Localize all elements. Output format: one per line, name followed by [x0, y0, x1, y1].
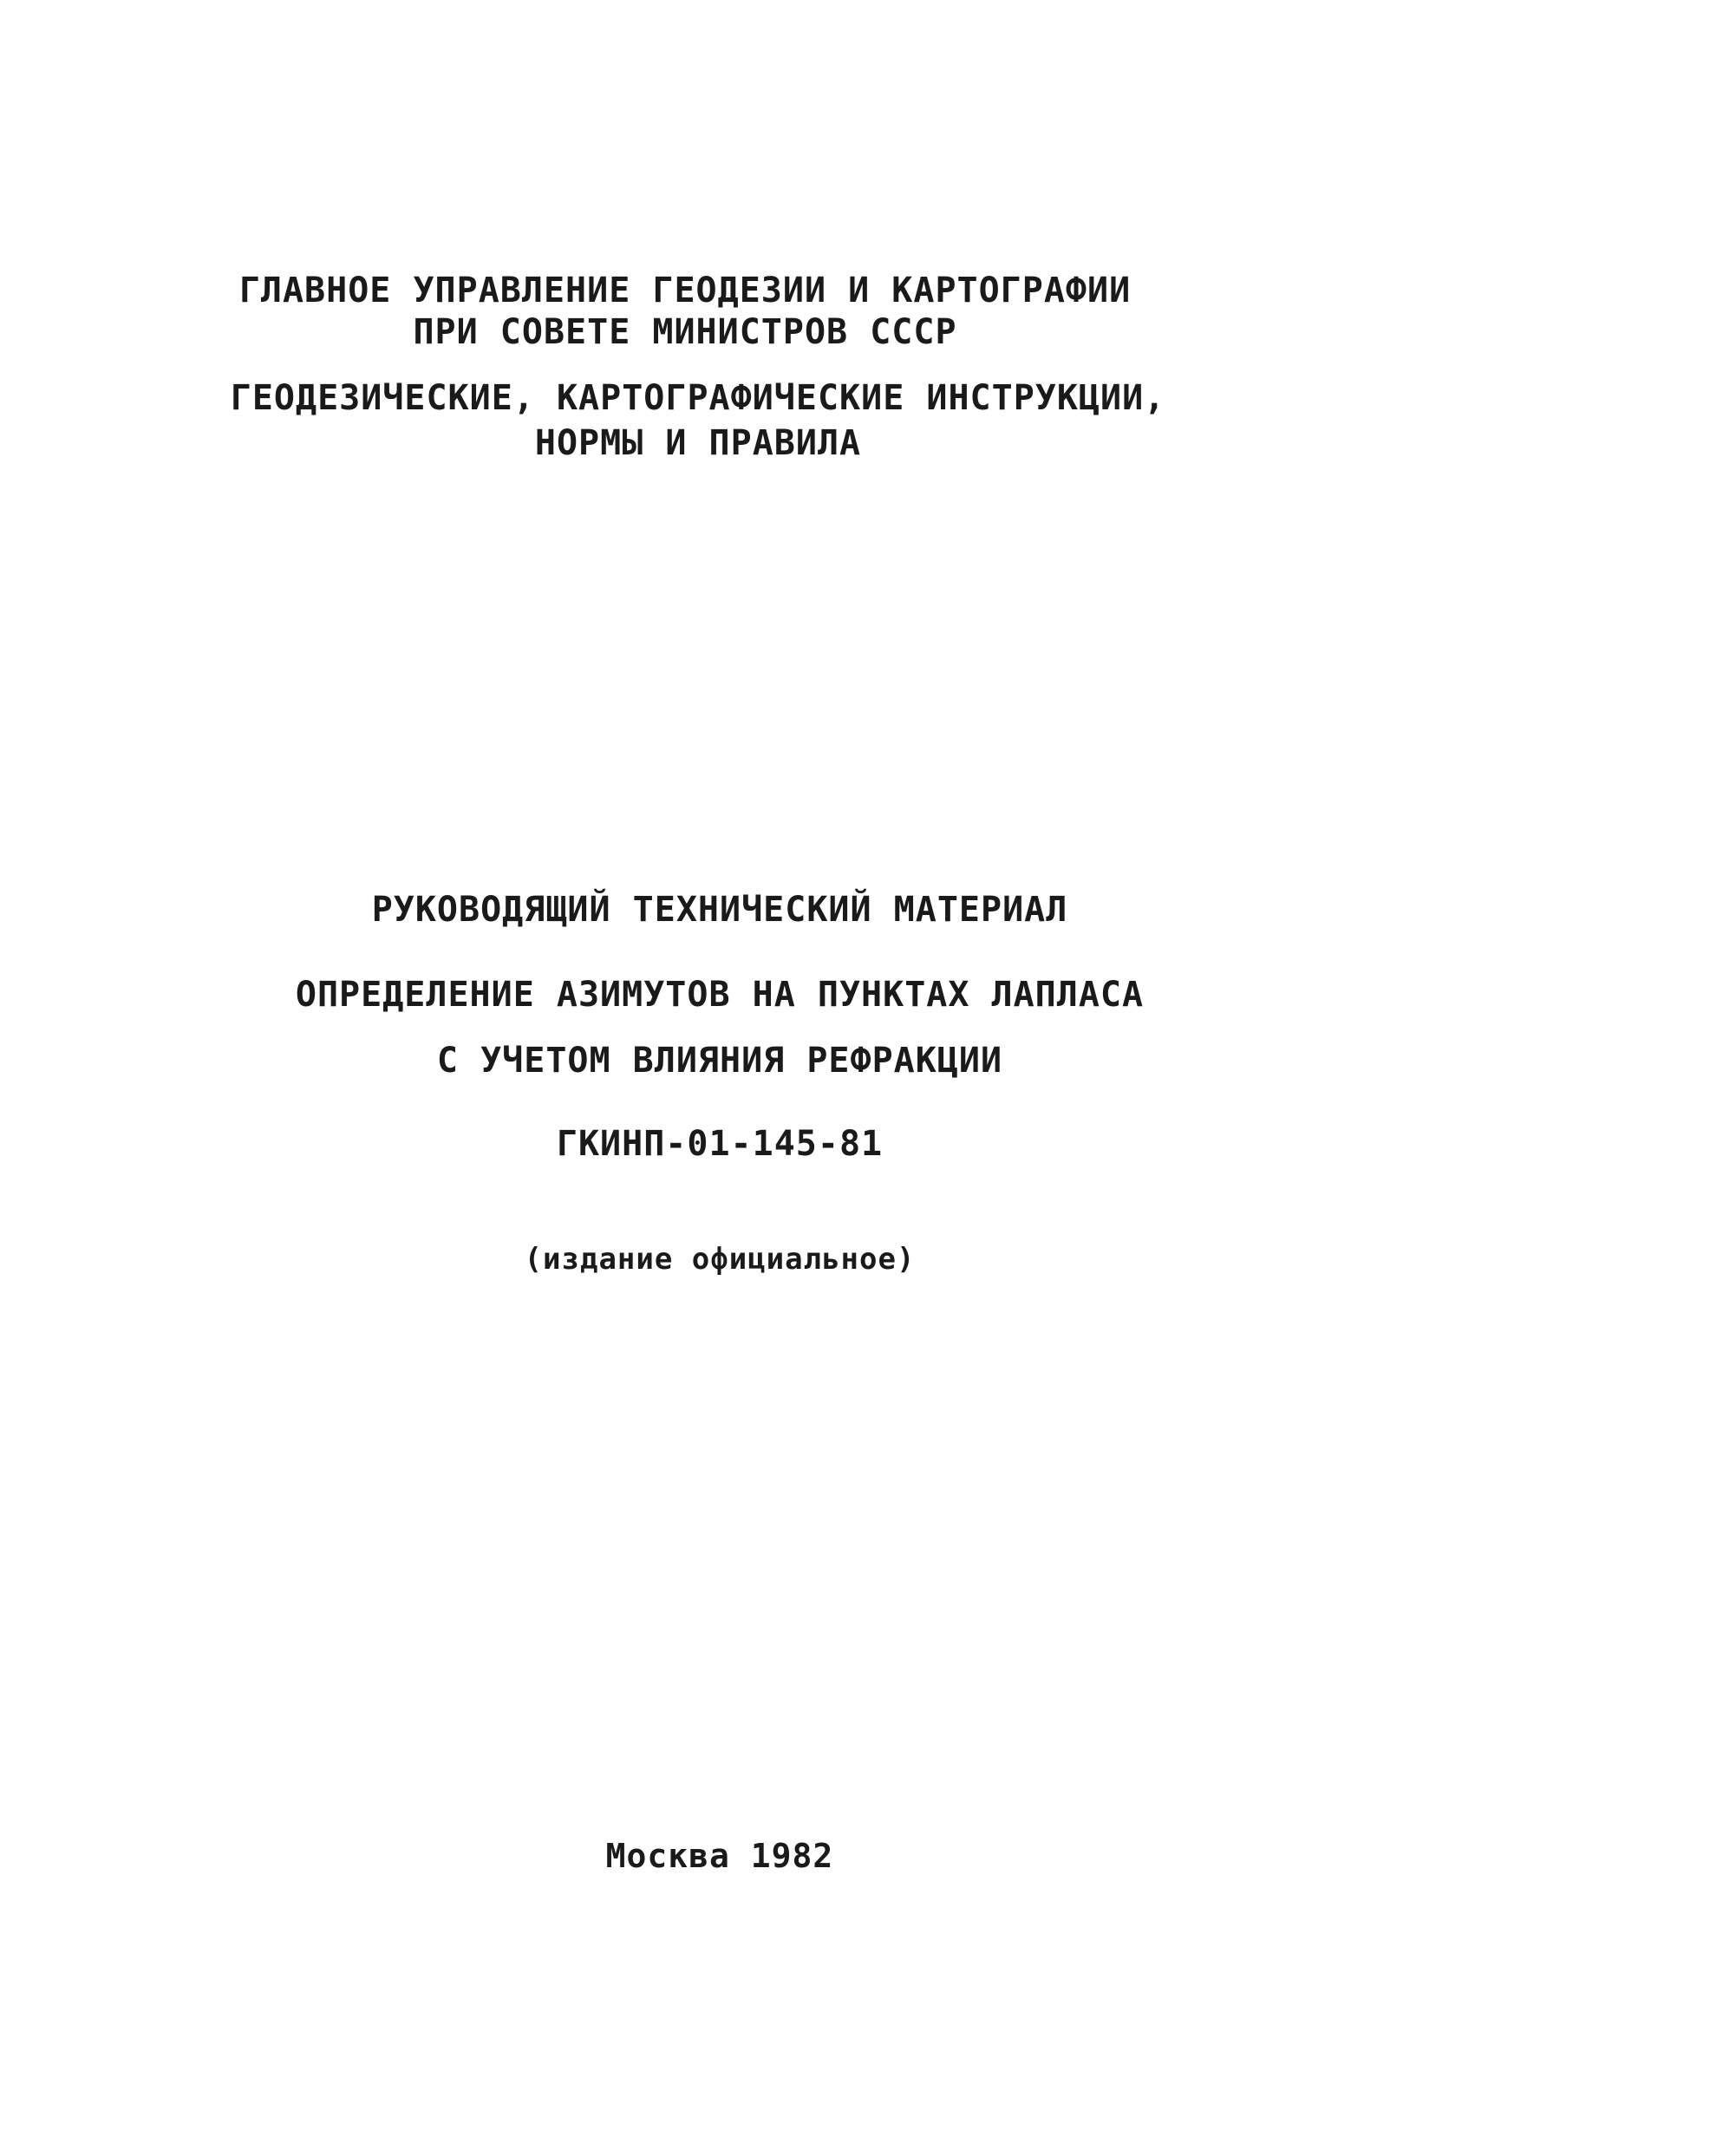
document-title-line-1: ОПРЕДЕЛЕНИЕ АЗИМУТОВ НА ПУНКТАХ ЛАПЛАСА — [295, 975, 1145, 1015]
document-type: РУКОВОДЯЩИЙ ТЕХНИЧЕСКИЙ МАТЕРИАЛ — [371, 890, 1068, 930]
document-code: ГКИНП-01-145-81 — [556, 1124, 884, 1164]
series-line-2: НОРМЫ И ПРАВИЛА — [534, 423, 862, 463]
document-title-line-2: С УЧЕТОМ ВЛИЯНИЯ РЕФРАКЦИИ — [436, 1041, 1003, 1081]
city-year: Москва 1982 — [605, 1837, 834, 1875]
series-line-1: ГЕОДЕЗИЧЕСКИЕ, КАРТОГРАФИЧЕСКИЕ ИНСТРУКЦИИ, — [230, 378, 1166, 418]
organization-line-2: ПРИ СОВЕТЕ МИНИСТРОВ СССР — [413, 312, 957, 352]
edition-note: (издание официальное) — [524, 1242, 916, 1277]
organization-line-1: ГЛАВНОЕ УПРАВЛЕНИЕ ГЕОДЕЗИИ И КАРТОГРАФИИ — [238, 271, 1132, 310]
